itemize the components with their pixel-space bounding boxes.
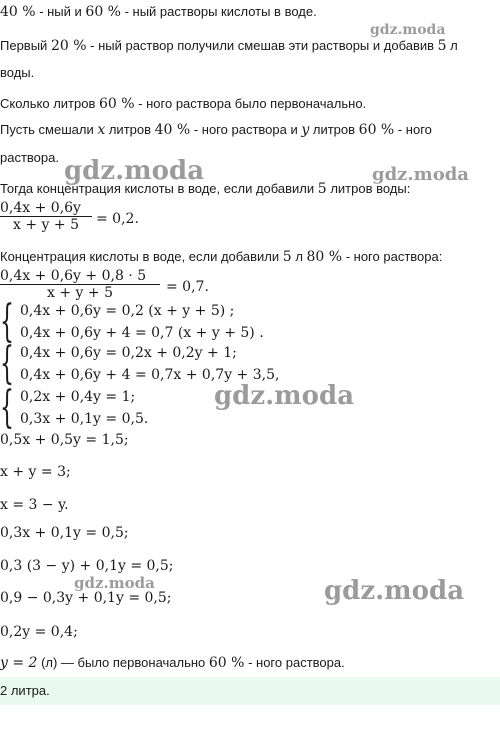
fraction-2 bbox=[0, 268, 160, 301]
number: 5 bbox=[437, 38, 447, 54]
answer-box bbox=[0, 677, 500, 705]
line-8 bbox=[0, 249, 442, 265]
equation: 0,3 (3 − y) + 0,1y = 0,5; bbox=[0, 558, 174, 574]
text: - ный и bbox=[35, 4, 86, 19]
numerator: 0,4x + 0,6y + 0,8 · 5 bbox=[0, 268, 147, 284]
percent-60: 60 % bbox=[98, 96, 135, 112]
equation: x + y = 3; bbox=[0, 464, 71, 480]
text: Концентрация кислоты в воде, если добавили bbox=[0, 249, 283, 264]
line-3: воды. bbox=[0, 65, 35, 80]
text: л bbox=[291, 249, 307, 264]
system-2 bbox=[20, 342, 279, 386]
watermark: gdz.moda bbox=[372, 164, 469, 185]
text: л bbox=[446, 38, 458, 53]
var-x: x bbox=[97, 122, 106, 138]
line-6: раствора. bbox=[0, 150, 59, 165]
percent-40: 40 % bbox=[0, 4, 36, 20]
system-brace: { bbox=[0, 382, 14, 433]
equation-rhs: = 0,7. bbox=[166, 279, 209, 295]
text: - ного раствора и bbox=[190, 122, 302, 137]
text: - ного bbox=[394, 122, 432, 137]
percent-80: 80 % bbox=[306, 249, 343, 265]
equation: 0,4x + 0,6y = 0,2x + 0,2y + 1; bbox=[20, 345, 237, 361]
text: - ного раствора. bbox=[244, 655, 345, 670]
number: 5 bbox=[317, 181, 327, 197]
percent-60: 60 % bbox=[85, 4, 121, 20]
text: Сколько литров bbox=[0, 96, 99, 111]
watermark: gdz.moda bbox=[64, 156, 205, 186]
system-brace: { bbox=[0, 296, 14, 347]
denominator: x + y + 5 bbox=[47, 285, 113, 301]
equation: 0,2y = 0,4; bbox=[0, 624, 78, 640]
text: - ного раствора: bbox=[342, 249, 443, 264]
var-y: y bbox=[301, 122, 310, 138]
watermark: gdz.moda bbox=[324, 576, 465, 606]
text: Первый bbox=[0, 38, 51, 53]
equation: x = 3 − y. bbox=[0, 497, 69, 513]
text: литров воды: bbox=[326, 181, 411, 196]
equation: 0,4x + 0,6y = 0,2 (x + y + 5) ; bbox=[20, 303, 235, 319]
percent-40: 40 % bbox=[154, 122, 191, 138]
percent-60: 60 % bbox=[358, 122, 395, 138]
line-5 bbox=[0, 122, 432, 138]
system-1 bbox=[20, 300, 264, 344]
equation-rhs: = 0,2. bbox=[96, 211, 139, 227]
equation: 0,2x + 0,4y = 1; bbox=[20, 389, 136, 405]
line-4 bbox=[0, 96, 366, 112]
text: литров bbox=[105, 122, 155, 137]
fraction-1 bbox=[0, 200, 92, 233]
answer-text: 2 литра. bbox=[0, 683, 50, 698]
equation: 0,3x + 0,1y = 0,5; bbox=[0, 525, 129, 541]
line-1 bbox=[0, 4, 317, 20]
equation: 0,3x + 0,1y = 0,5. bbox=[20, 411, 149, 427]
equation: 0,4x + 0,6y + 4 = 0,7 (x + y + 5) . bbox=[20, 325, 264, 341]
text: (л) — было первоначально bbox=[37, 655, 209, 670]
percent-60: 60 % bbox=[208, 655, 245, 671]
result-value: y = 2 bbox=[0, 655, 38, 671]
system-3 bbox=[20, 386, 148, 430]
watermark: gdz.moda bbox=[214, 381, 355, 411]
text: - ный растворы кислоты в воде. bbox=[120, 4, 317, 19]
numerator: 0,4x + 0,6y bbox=[0, 200, 81, 216]
equation: 0,4x + 0,6y + 4 = 0,7x + 0,7y + 3,5, bbox=[20, 367, 280, 383]
number: 5 bbox=[282, 249, 292, 265]
line-2 bbox=[0, 38, 458, 54]
system-brace: { bbox=[0, 338, 14, 389]
denominator: x + y + 5 bbox=[13, 217, 79, 233]
watermark: gdz.moda bbox=[370, 22, 446, 38]
line-7 bbox=[0, 181, 410, 197]
percent-20: 20 % bbox=[50, 38, 87, 54]
equation: 0,9 − 0,3y + 0,1y = 0,5; bbox=[0, 590, 172, 606]
watermark: gdz.moda bbox=[74, 574, 155, 592]
text: - ного раствора было первоначально. bbox=[134, 96, 367, 111]
text: Пусть смешали bbox=[0, 122, 98, 137]
text: - ный раствор получили смешав эти растворы и добавив bbox=[86, 38, 438, 53]
text: Тогда концентрация кислоты в воде, если добавили bbox=[0, 181, 318, 196]
result-line bbox=[0, 655, 345, 671]
equation: 0,5x + 0,5y = 1,5; bbox=[0, 432, 129, 448]
text: литров bbox=[309, 122, 359, 137]
